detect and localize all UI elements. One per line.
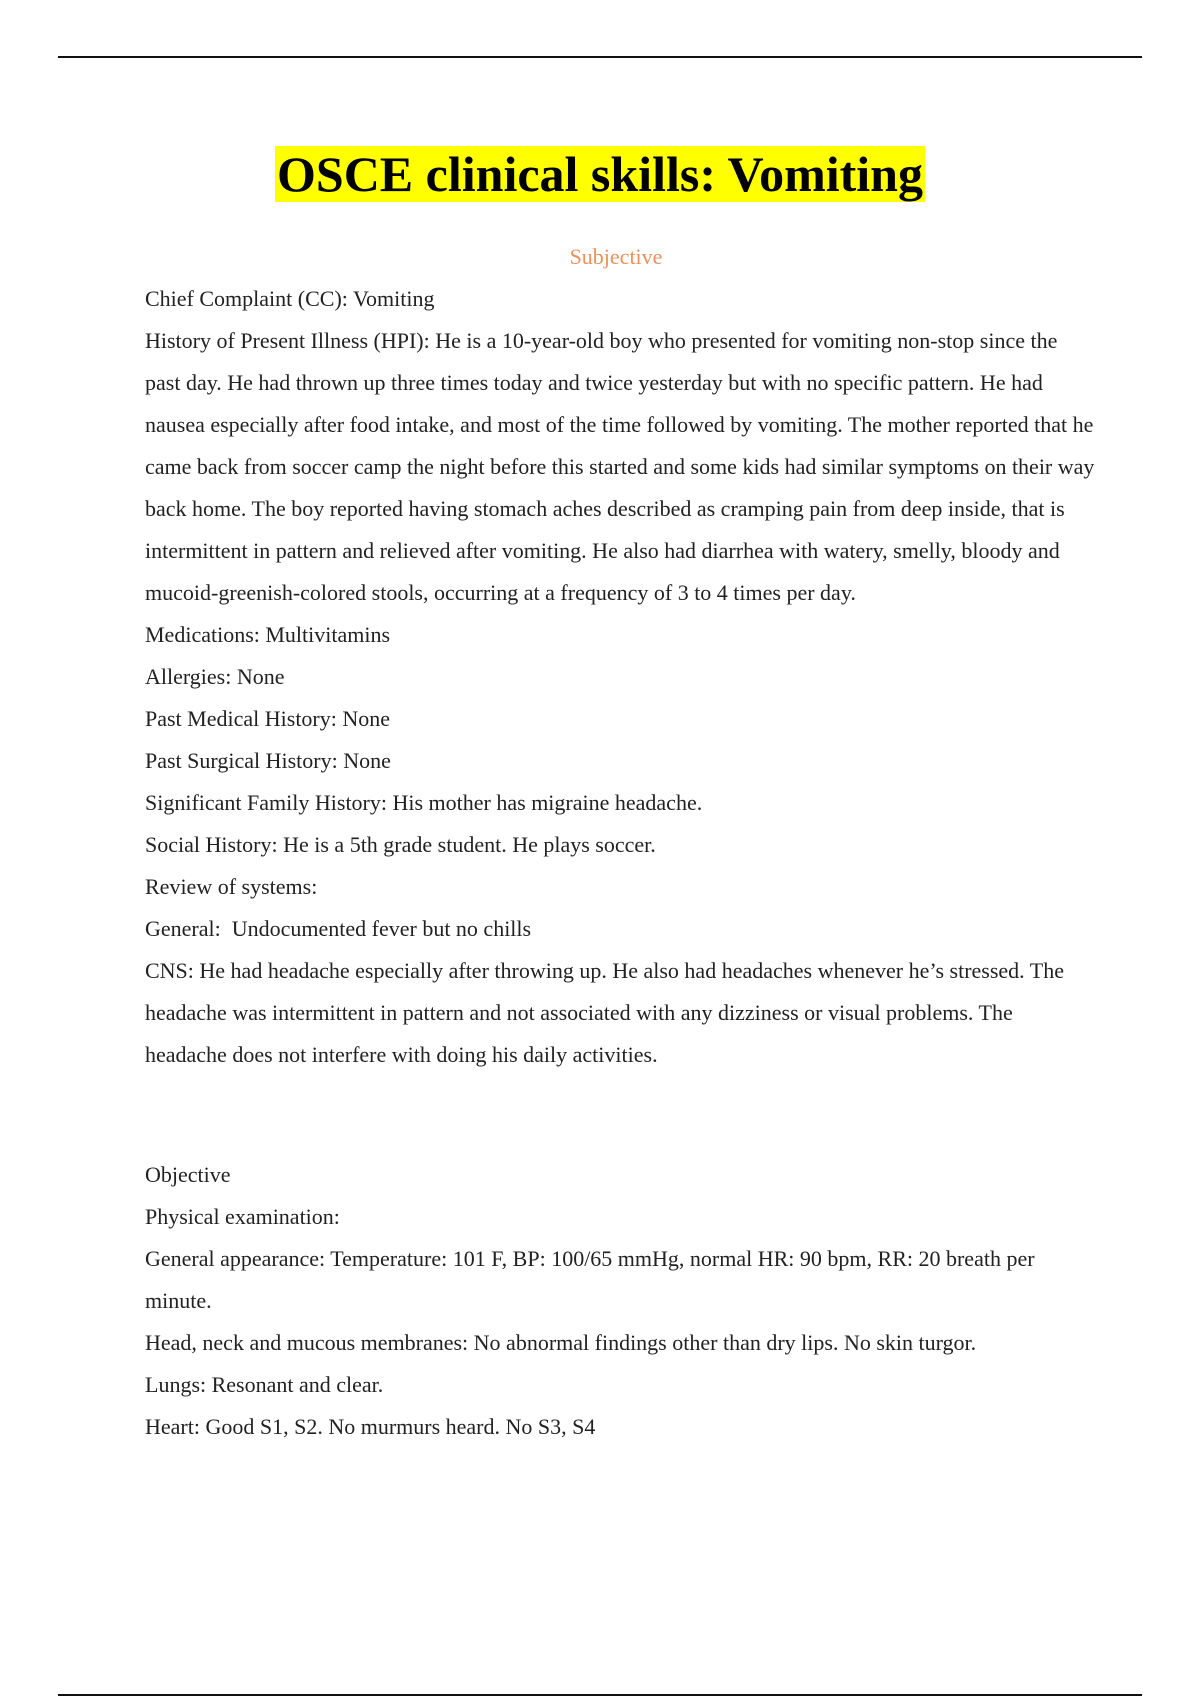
allergies: Allergies: None xyxy=(145,664,285,689)
medications: Medications: Multivitamins xyxy=(145,622,391,647)
objective-section xyxy=(145,1154,1095,1448)
subjective-heading: Subjective xyxy=(569,244,663,269)
history-of-present-illness: History of Present Illness (HPI): He is a 10-year-old boy who presented for vomiting non-stop since the past day. He had thrown up three times today and twice yesterday but with no specific pattern. He had nausea especially after food intake, and most of the time followed by vomiting. The mother reported that he came back from soccer camp the night before this started and some kids had similar symptoms on their way back home. The boy reported having stomach aches described as cramping pain from deep inside, that is intermittent in pattern and relieved after vomiting. He also had diarrhea with watery, smelly, bloody and mucoid-greenish-colored stools, occurring at a frequency of 3 to 4 times per day. xyxy=(145,328,1095,605)
head-neck-mucous: Head, neck and mucous membranes: No abnormal findings other than dry lips. No skin turgor. xyxy=(145,1330,977,1355)
ros-cns: CNS: He had headache especially after throwing up. He also had headaches whenever he’s stressed. The headache was intermittent in pattern and not associated with any dizziness or visual problems. The headache does not interfere with doing his daily activities. xyxy=(145,958,1064,1067)
chief-complaint: Chief Complaint (CC): Vomiting xyxy=(145,286,435,311)
lungs: Lungs: Resonant and clear. xyxy=(145,1372,384,1397)
objective-heading: Objective xyxy=(145,1162,231,1187)
bottom-divider xyxy=(58,1694,1142,1696)
title-container xyxy=(0,146,1200,202)
review-of-systems: Review of systems: xyxy=(145,874,318,899)
past-medical-history: Past Medical History: None xyxy=(145,706,391,731)
past-surgical-history: Past Surgical History: None xyxy=(145,748,391,773)
heart: Heart: Good S1, S2. No murmurs heard. No S3, S4 xyxy=(145,1414,596,1439)
family-history: Significant Family History: His mother has migraine headache. xyxy=(145,790,703,815)
document-title: OSCE clinical skills: Vomiting xyxy=(277,146,923,202)
ros-general: General: Undocumented fever but no chills xyxy=(145,916,532,941)
general-appearance: General appearance: Temperature: 101 F, BP: 100/65 mmHg, normal HR: 90 bpm, RR: 20 breath per minute. xyxy=(145,1246,1035,1313)
social-history: Social History: He is a 5th grade student. He plays soccer. xyxy=(145,832,656,857)
top-divider xyxy=(58,56,1142,58)
physical-examination: Physical examination: xyxy=(145,1204,340,1229)
subjective-section xyxy=(145,278,1095,1076)
